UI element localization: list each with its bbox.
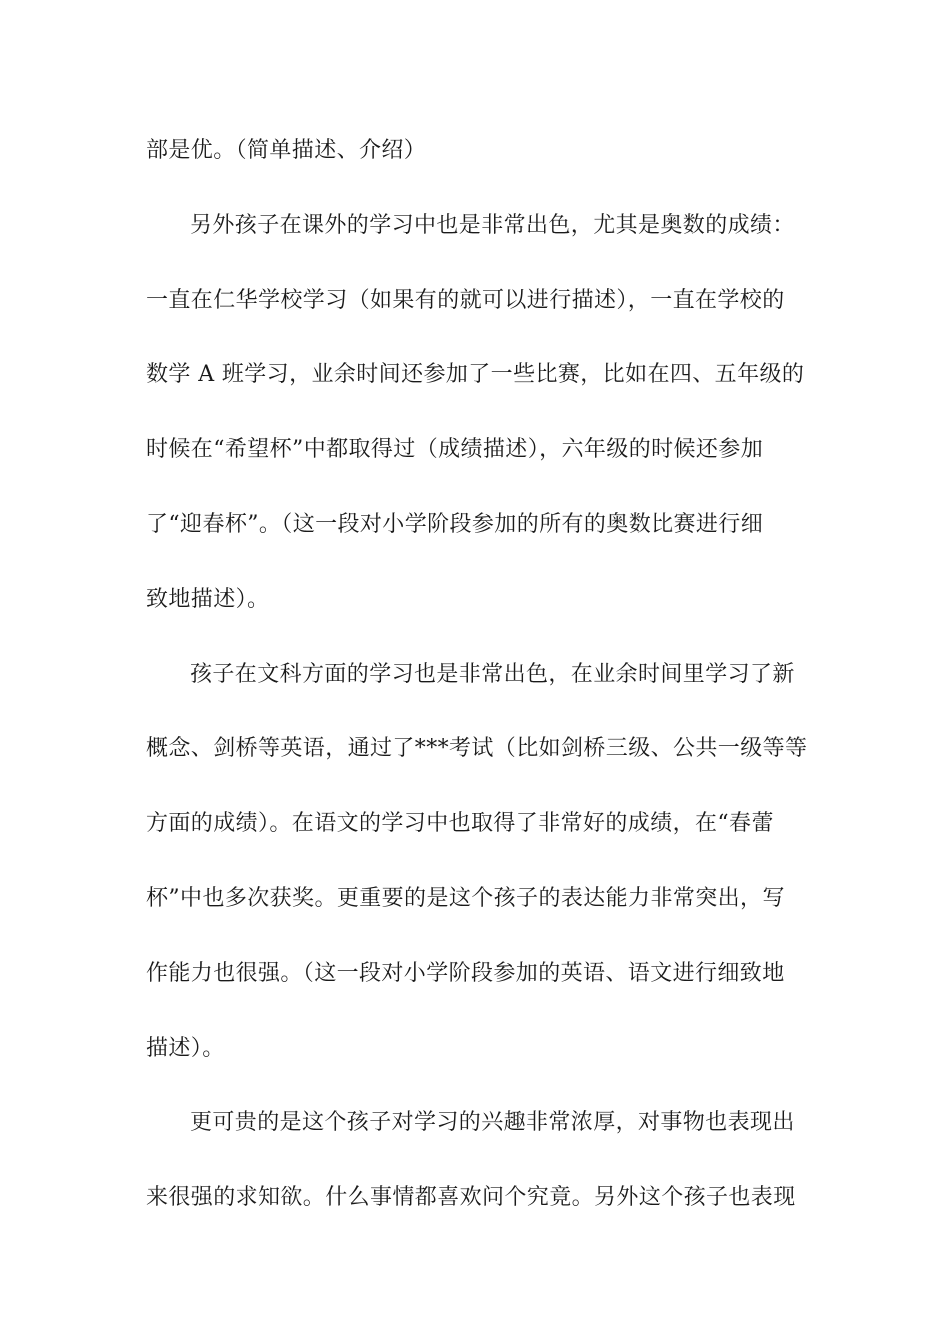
paragraph-line: 致地描述）。 [146,586,270,612]
paragraph-line: 杯”中也多次获奖。更重要的是这个孩子的表达能力非常突出，写 [146,885,785,911]
paragraph-line: 方面的成绩）。在语文的学习中也取得了非常好的成绩，在“春蕾 [146,811,774,837]
paragraph-line: 孩子在文科方面的学习也是非常出色，在业余时间里学习了新 [190,661,795,687]
paragraph-line: 概念、剑桥等英语，通过了***考试（比如剑桥三级、公共一级等等 [146,736,808,762]
paragraph-line: 了“迎春杯”。（这一段对小学阶段参加的所有的奥数比赛进行细 [146,511,764,537]
paragraph-line: 另外孩子在课外的学习中也是非常出色，尤其是奥数的成绩： [190,212,795,238]
paragraph-line: 一直在仁华学校学习（如果有的就可以进行描述），一直在学校的 [146,287,785,313]
paragraph-line: 更可贵的是这个孩子对学习的兴趣非常浓厚，对事物也表现出 [190,1110,795,1136]
paragraph-line: 部是优。（简单描述、介绍） [146,138,427,163]
document-body [146,131,806,1253]
paragraph-line: 时候在“希望杯”中都取得过（成绩描述），六年级的时候还参加 [146,437,764,463]
paragraph-line: 描述）。 [146,1035,225,1061]
paragraph-line: 来很强的求知欲。什么事情都喜欢问个究竟。另外这个孩子也表现 [146,1185,796,1211]
paragraph-line: 数学 A 班学习，业余时间还参加了一些比赛，比如在四、五年级的 [146,362,805,388]
paragraph-line: 作能力也很强。（这一段对小学阶段参加的英语、语文进行细致地 [146,960,785,986]
